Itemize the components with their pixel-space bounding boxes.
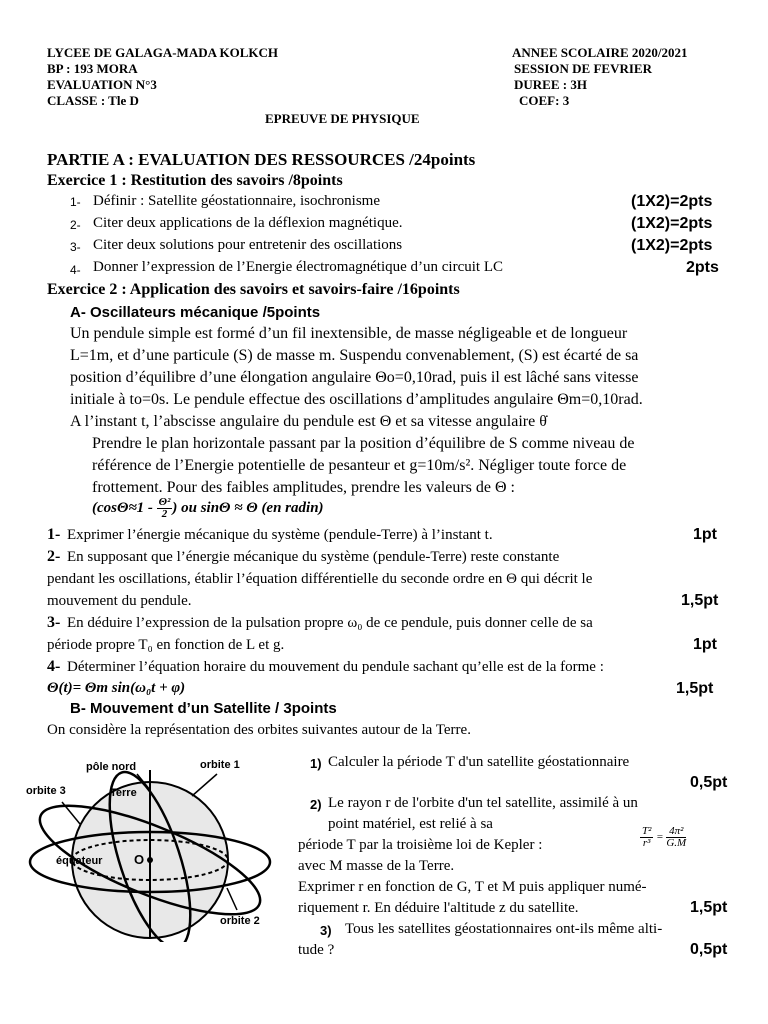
center-label: O bbox=[134, 852, 145, 867]
question-text: Le rayon r de l'orbite d'un tel satellite, assimilé à un bbox=[328, 795, 638, 811]
question-points: 1,5pt bbox=[676, 680, 714, 697]
paragraph-line: Un pendule simple est formé d’un fil inextensible, de masse négligeable et de longueur bbox=[70, 325, 628, 342]
question-text: mouvement du pendule. bbox=[47, 593, 192, 609]
section-b-title: B- Mouvement d’un Satellite / 3points bbox=[70, 700, 337, 717]
ex1-item-num: 4- bbox=[70, 263, 81, 277]
ex1-item-num: 3- bbox=[70, 240, 81, 254]
exercise-1-title: Exercice 1 : Restitution des savoirs /8points bbox=[47, 172, 343, 189]
paragraph-line: Prendre le plan horizontale passant par la position d’équilibre de S comme niveau de bbox=[92, 435, 635, 452]
ex1-item-points: (1X2)=2pts bbox=[631, 237, 713, 254]
question-text: avec M masse de la Terre. bbox=[298, 858, 455, 874]
paragraph-line: L=1m, et d’une particule (S) de masse m. Suspendu convenablement, (S) est écarté de sa bbox=[70, 347, 639, 364]
pole-label: pôle nord bbox=[86, 761, 137, 773]
ex1-item-text: Définir : Satellite géostationnaire, isochronisme bbox=[93, 193, 381, 209]
question-text: Exprimer r en fonction de G, T et M puis appliquer numé- bbox=[298, 879, 647, 895]
question-text: pendant les oscillations, établir l’équation différentielle du seconde ordre en Θ qui décrit le bbox=[47, 571, 593, 587]
coefficient: COEF: 3 bbox=[519, 93, 570, 108]
paragraph-line: A l’instant t, l’abscisse angulaire du pendule est Θ et sa vitesse angulaire θ̇ bbox=[70, 413, 547, 430]
question-points: 1,5pt bbox=[681, 592, 719, 609]
hourly-equation: Θ(t)= Θm sin(ω₀t + φ) bbox=[47, 680, 186, 696]
exercise-2-title: Exercice 2 : Application des savoirs et savoirs-faire /16points bbox=[47, 281, 460, 298]
paragraph-line: initiale à to=0s. Le pendule effectue des oscillations d’amplitudes angulaire Θm=0,10rad. bbox=[70, 391, 643, 408]
question-points: 1pt bbox=[693, 636, 717, 653]
part-a-title: PARTIE A : EVALUATION DES RESSOURCES /24points bbox=[47, 150, 476, 169]
session: SESSION DE FEVRIER bbox=[514, 61, 652, 76]
school-year: ANNEE SCOLAIRE 2020/2021 bbox=[512, 45, 688, 60]
class-label: CLASSE : Tle D bbox=[47, 93, 139, 108]
question-text: point matériel, est relié à sa bbox=[328, 816, 493, 832]
bp-address: BP : 193 MORA bbox=[47, 61, 138, 76]
orbit3-label: orbite 3 bbox=[26, 785, 66, 797]
kepler-law: $\frac{\text{T²}}{\text{r³}}$ = $\frac{\text{4π²}}{G.M}$ bbox=[642, 825, 687, 849]
question-points: 0,5pt bbox=[690, 941, 728, 958]
orbit1-label: orbite 1 bbox=[200, 759, 240, 771]
question-text: Déterminer l’équation horaire du mouvement du pendule sachant qu’elle est de la forme : bbox=[67, 659, 604, 675]
ex1-item-points: 2pts bbox=[686, 259, 719, 276]
earth-center bbox=[147, 857, 153, 863]
section-a-title: A- Oscillateurs mécanique /5points bbox=[70, 304, 321, 321]
orbits-figure bbox=[22, 752, 292, 942]
earth-label: Terre bbox=[110, 787, 137, 799]
question-text: période propre T₀ en fonction de L et g. bbox=[47, 637, 285, 653]
exam-title: EPREUVE DE PHYSIQUE bbox=[265, 111, 420, 126]
ex1-item-num: 1- bbox=[70, 195, 81, 209]
question-points: 1,5pt bbox=[690, 899, 728, 916]
question-text: riquement r. En déduire l'altitude z du satellite. bbox=[298, 900, 579, 916]
school-name: LYCEE DE GALAGA-MADA KOLKCH bbox=[47, 45, 279, 60]
ex1-item-text: Citer deux applications de la déflexion magnétique. bbox=[93, 215, 403, 231]
paragraph-line: position d’équilibre d’une élongation angulaire Θo=0,10rad, puis il est lâché sans vitesse bbox=[70, 369, 639, 386]
ex1-item-text: Citer deux solutions pour entretenir des oscillations bbox=[93, 237, 403, 253]
question-text: Tous les satellites géostationnaires ont-ils même alti- bbox=[345, 921, 663, 937]
question-points: 0,5pt bbox=[690, 774, 728, 791]
question-text: tude ? bbox=[298, 942, 335, 958]
paragraph-line: frottement. Pour des faibles amplitudes, prendre les valeurs de Θ : bbox=[92, 479, 515, 496]
evaluation-number: EVALUATION N°3 bbox=[47, 77, 157, 92]
section-b-intro: On considère la représentation des orbites suivantes autour de la Terre. bbox=[47, 722, 471, 738]
question-text: période T par la troisième loi de Kepler : bbox=[298, 837, 543, 853]
ex1-item-points: (1X2)=2pts bbox=[631, 193, 713, 210]
question-text: En déduire l’expression de la pulsation propre ω₀ de ce pendule, puis donner celle de sa bbox=[67, 615, 593, 631]
question-text: En supposant que l’énergie mécanique du système (pendule-Terre) reste constante bbox=[67, 549, 560, 565]
ex1-item-points: (1X2)=2pts bbox=[631, 215, 713, 232]
question-text: Exprimer l’énergie mécanique du système (pendule-Terre) à l’instant t. bbox=[67, 527, 493, 543]
paragraph-line: référence de l’Energie potentielle de pesanteur et g=10m/s². Négliger toute force de bbox=[92, 457, 627, 474]
equator-label: équateur bbox=[56, 855, 103, 867]
orbit2-label: orbite 2 bbox=[220, 915, 260, 927]
duration: DUREE : 3H bbox=[514, 77, 587, 92]
ex1-item-text: Donner l’expression de l’Energie électromagnétique d’un circuit LC bbox=[93, 259, 503, 275]
question-text: Calculer la période T d'un satellite géostationnaire bbox=[328, 754, 630, 770]
small-angle-approximation: (cosΘ≈1 - $\frac{\text{Θ²}}{2}$ ) ou sinΘ ≈ Θ (en radin) bbox=[92, 496, 324, 520]
ex1-item-num: 2- bbox=[70, 218, 81, 232]
question-points: 1pt bbox=[693, 526, 717, 543]
